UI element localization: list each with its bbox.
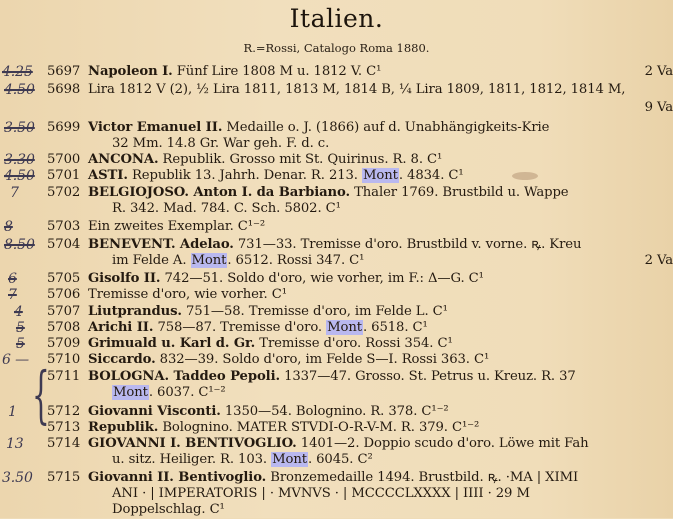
catalog-entry-continuation <box>0 384 673 402</box>
pencil-price-note: 6 <box>8 271 17 287</box>
entry-text: Doppelschlag. C¹ <box>112 502 225 517</box>
catalog-entry-continuation <box>0 501 673 519</box>
entry-heading: GIOVANNI I. BENTIVOGLIO. <box>88 436 297 451</box>
entry-text: Tremisse d'oro, wie vorher. C¹ <box>88 287 287 302</box>
entry-text: 32 Mm. 14.8 Gr. War geh. F. d. c. <box>112 136 330 151</box>
catalog-entry-continuation <box>0 200 673 218</box>
lot-number: 5704 <box>47 237 81 252</box>
entry-text: 1337—47. Grosso. St. Petrus u. Kreuz. R. 37 <box>284 369 576 384</box>
entry-text: 742—51. Soldo d'oro, wie vorher, im F.: Δ—G. C¹ <box>164 271 484 286</box>
pencil-price-note: 7 <box>8 287 17 303</box>
entry-text: im Felde A. <box>112 253 187 268</box>
entry-text: Lira 1812 V (2), ½ Lira 1811, 1813 M, 1814 B, ¼ Lira 1809, 1811, 1812, 1814 M, <box>88 82 626 97</box>
lot-number: 5709 <box>47 336 81 351</box>
catalog-entry <box>0 167 673 185</box>
entry-text: Fünf Lire 1808 M u. 1812 V. C¹ <box>176 64 382 79</box>
lot-number: 5705 <box>47 271 81 286</box>
pencil-price-note: 4.50 <box>4 82 35 98</box>
catalog-entry <box>0 351 673 369</box>
entry-text: 832—39. Soldo d'oro, im Felde S—I. Rossi 363. C¹ <box>159 352 490 367</box>
catalog-entry <box>0 218 673 236</box>
entry-heading: BOLOGNA. Taddeo Pepoli. <box>88 369 280 384</box>
entry-right-note: 9 Va <box>644 100 673 115</box>
entry-right-note: 2 Va <box>644 64 673 79</box>
entry-heading: Arichi II. <box>88 320 154 335</box>
entry-text: Ein zweites Exemplar. C¹⁻² <box>88 219 266 234</box>
catalog-entry-continuation <box>0 252 673 270</box>
highlighted-search-term: Mont <box>272 452 307 467</box>
lot-number: 5714 <box>47 436 81 451</box>
entry-heading: ANCONA. <box>88 152 159 167</box>
entry-text: Republik. Grosso mit St. Quirinus. R. 8. C¹ <box>162 152 443 167</box>
pencil-price-note: 8.50 <box>4 237 35 253</box>
entry-text: Republik 13. Jahrh. Denar. R. 213. <box>131 168 358 183</box>
entry-heading: Siccardo. <box>88 352 156 367</box>
entry-heading: Victor Emanuel II. <box>88 120 223 135</box>
pencil-price-note: 3.50 <box>2 470 33 486</box>
lot-number: 5699 <box>47 120 81 135</box>
entry-right-note: 2 Va <box>644 253 673 268</box>
entry-heading: Grimuald u. Karl d. Gr. <box>88 336 256 351</box>
highlighted-search-term: Mont <box>113 385 148 400</box>
lot-number: 5702 <box>47 185 81 200</box>
lot-number: 5713 <box>47 420 81 435</box>
pencil-price-note: 7 <box>10 185 19 201</box>
pencil-price-note: 4.50 <box>4 168 35 184</box>
pencil-price-note: 3.30 <box>4 152 35 168</box>
entry-text: . 6518. C¹ <box>362 320 428 335</box>
entry-text: u. sitz. Heiliger. R. 103. <box>112 452 268 467</box>
entry-text: . 6037. C¹⁻² <box>148 385 226 400</box>
pencil-price-note: 4 <box>14 304 23 320</box>
entry-text: 731—33. Tremisse d'oro. Brustbild v. vorne. ꝶ. Kreu <box>237 237 582 252</box>
pencil-price-note: 4.25 <box>2 64 33 80</box>
entry-text: Bolognino. MATER STVDI-O-R-V-M. R. 379. C¹⁻² <box>162 420 480 435</box>
pencil-price-note: 5 <box>16 320 25 336</box>
entry-text: Bronzemedaille 1494. Brustbild. ꝶ. ·MA | XIMI <box>270 470 579 485</box>
lot-number: 5700 <box>47 152 81 167</box>
entry-text: R. 342. Mad. 784. C. Sch. 5802. C¹ <box>112 201 341 216</box>
lot-number: 5708 <box>47 320 81 335</box>
lot-number: 5698 <box>47 82 81 97</box>
lot-number: 5710 <box>47 352 81 367</box>
entry-heading: Gisolfo II. <box>88 271 161 286</box>
entry-text: 751—58. Tremisse d'oro, im Felde L. C¹ <box>185 304 448 319</box>
highlighted-search-term: Mont <box>363 168 398 183</box>
entry-heading: Giovanni II. Bentivoglio. <box>88 470 267 485</box>
page-title: Italien. <box>289 4 384 33</box>
lot-number: 5715 <box>47 470 81 485</box>
entry-text: Thaler 1769. Brustbild u. Wappe <box>354 185 569 200</box>
catalog-entry <box>0 81 673 99</box>
pencil-price-note: 13 <box>6 436 24 452</box>
entry-heading: BENEVENT. Adelao. <box>88 237 234 252</box>
catalog-entry <box>0 63 673 81</box>
lot-number: 5697 <box>47 64 81 79</box>
entry-text: 1401—2. Doppio scudo d'oro. Löwe mit Fah <box>300 436 589 451</box>
highlighted-search-term: Mont <box>327 320 362 335</box>
catalog-entry <box>0 286 673 304</box>
pencil-price-note: 3.50 <box>4 120 35 136</box>
catalog-entry-continuation <box>0 99 673 117</box>
page-subtitle: R.=Rossi, Catalogo Roma 1880. <box>243 41 430 55</box>
entry-text: . 6512. Rossi 347. C¹ <box>227 253 365 268</box>
paper-stain <box>512 172 538 180</box>
entry-heading: Liutprandus. <box>88 304 182 319</box>
lot-number: 5707 <box>47 304 81 319</box>
entry-text: Medaille o. J. (1866) auf d. Unabhängigkeits-Krie <box>226 120 550 135</box>
lot-number: 5711 <box>47 369 81 384</box>
lot-number: 5703 <box>47 219 81 234</box>
entry-heading: Republik. <box>88 420 159 435</box>
lot-number: 5701 <box>47 168 81 183</box>
entry-text: . 4834. C¹ <box>398 168 464 183</box>
pencil-price-note: 5 <box>16 336 25 352</box>
highlighted-search-term: Mont <box>191 253 227 268</box>
entry-text: ANI · | IMPERATORIS | · MVNVS · | MCCCCLXXXX | IIII · 29 M <box>112 486 530 501</box>
pencil-price-note: 6 — <box>2 352 30 368</box>
entry-heading: Napoleon I. <box>88 64 173 79</box>
pencil-price-note: 8 <box>4 219 13 235</box>
lot-number: 5706 <box>47 287 81 302</box>
entry-text: 758—87. Tremisse d'oro. <box>157 320 323 335</box>
entry-heading: Giovanni Visconti. <box>88 404 221 419</box>
entry-text: 1350—54. Bolognino. R. 378. C¹⁻² <box>224 404 449 419</box>
pencil-price-note: 1 <box>8 404 17 420</box>
pencil-brace: { <box>32 358 50 431</box>
entry-text: Tremisse d'oro. Rossi 354. C¹ <box>259 336 453 351</box>
entry-heading: BELGIOJOSO. Anton I. da Barbiano. <box>88 185 350 200</box>
catalog-entry-continuation <box>0 451 673 469</box>
entry-text: . 6045. C² <box>307 452 373 467</box>
lot-number: 5712 <box>47 404 81 419</box>
entry-heading: ASTI. <box>88 168 128 183</box>
